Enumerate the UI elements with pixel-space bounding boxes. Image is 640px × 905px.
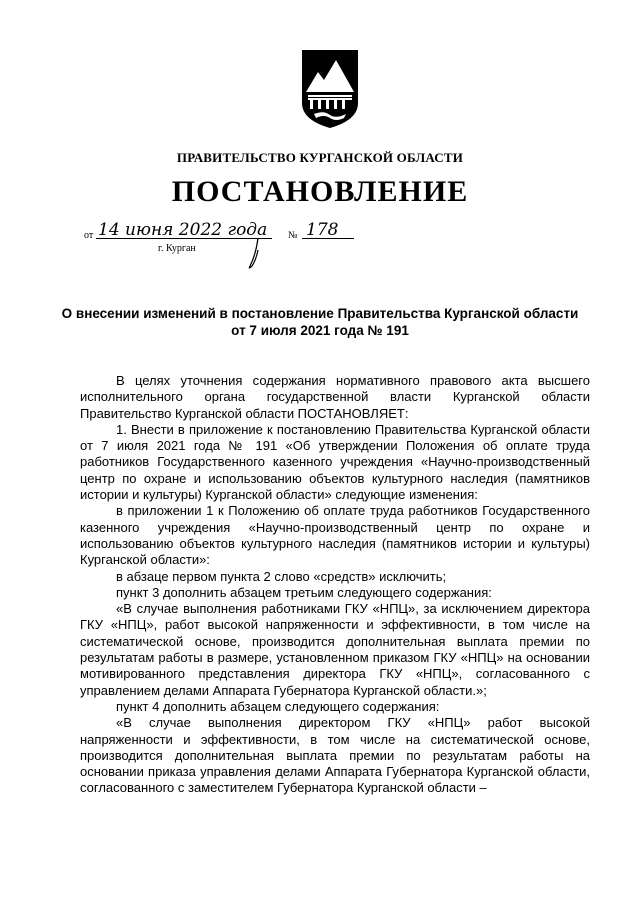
authority-name: ПРАВИТЕЛЬСТВО КУРГАНСКОЙ ОБЛАСТИ <box>176 150 464 165</box>
document-title: О внесении изменений в постановление Правительства Курганской области от 7 июля 2021 года № 191 <box>61 306 579 338</box>
paragraph: «В случае выполнения директором ГКУ «НПЦ» работ высокой напряженности и эффективности, в том числе на систематической основе, производится дополнительная выплата премии по результатам работы на основании приказа управления делами Аппарата Губернатора Курганской области, согласованного с заместителем Губернатора Курганской области – <box>80 715 590 796</box>
city-label: г. Курган <box>158 243 196 254</box>
paragraph: в абзаце первом пункта 2 слово «средств» исключить; <box>116 568 447 584</box>
number-prefix: № <box>288 230 298 241</box>
paragraph: 1. Внести в приложение к постановлению Правительства Курганской области от 7 июля 2021 года № 191 «Об утверждении Положения об оплате труда работников Государственного казенного учреждения «Научно-производственный центр по охране и использованию объектов культурного наследия (памятников истории и культуры) Курганской области» следующие изменения: <box>80 421 590 503</box>
signature-stroke <box>236 236 266 272</box>
handwritten-number: 178 <box>306 220 339 240</box>
handwritten-date: 14 июня 2022 года <box>98 220 268 240</box>
date-number-line <box>0 222 640 272</box>
number-underline <box>302 238 354 239</box>
paragraph: В целях уточнения содержания нормативного правового акта высшего исполнительного органа государственной власти Курганской области Правительство Курганской области ПОСТАНОВЛЯЕТ: <box>80 373 590 421</box>
paragraph: пункт 4 дополнить абзацем следующего содержания: <box>116 698 440 714</box>
coat-of-arms-emblem <box>300 48 360 130</box>
paragraph: пункт 3 дополнить абзацем третьим следующего содержания: <box>116 584 492 600</box>
paragraph: «В случае выполнения работниками ГКУ «НПЦ», за исключением директора ГКУ «НПЦ», работ высокой напряженности и эффективности, в том числе на систематической основе, производится дополнительная выплата премии по результатам работы в размере, установленном приказом ГКУ «НПЦ» на основании мотивированного представления директора ГКУ «НПЦ», согласованного с управлением делами Аппарата Губернатора Курганской области.»; <box>80 601 590 698</box>
document-type-heading: ПОСТАНОВЛЕНИЕ <box>171 175 469 208</box>
paragraph: в приложении 1 к Положению об оплате труда работников Государственного казенного учреждения «Научно-производственный центр по охране и использованию объектов культурного наследия (памятников истории и культуры) Курганской области»: <box>80 503 590 568</box>
document-body <box>80 373 590 797</box>
date-prefix: от <box>84 230 94 241</box>
